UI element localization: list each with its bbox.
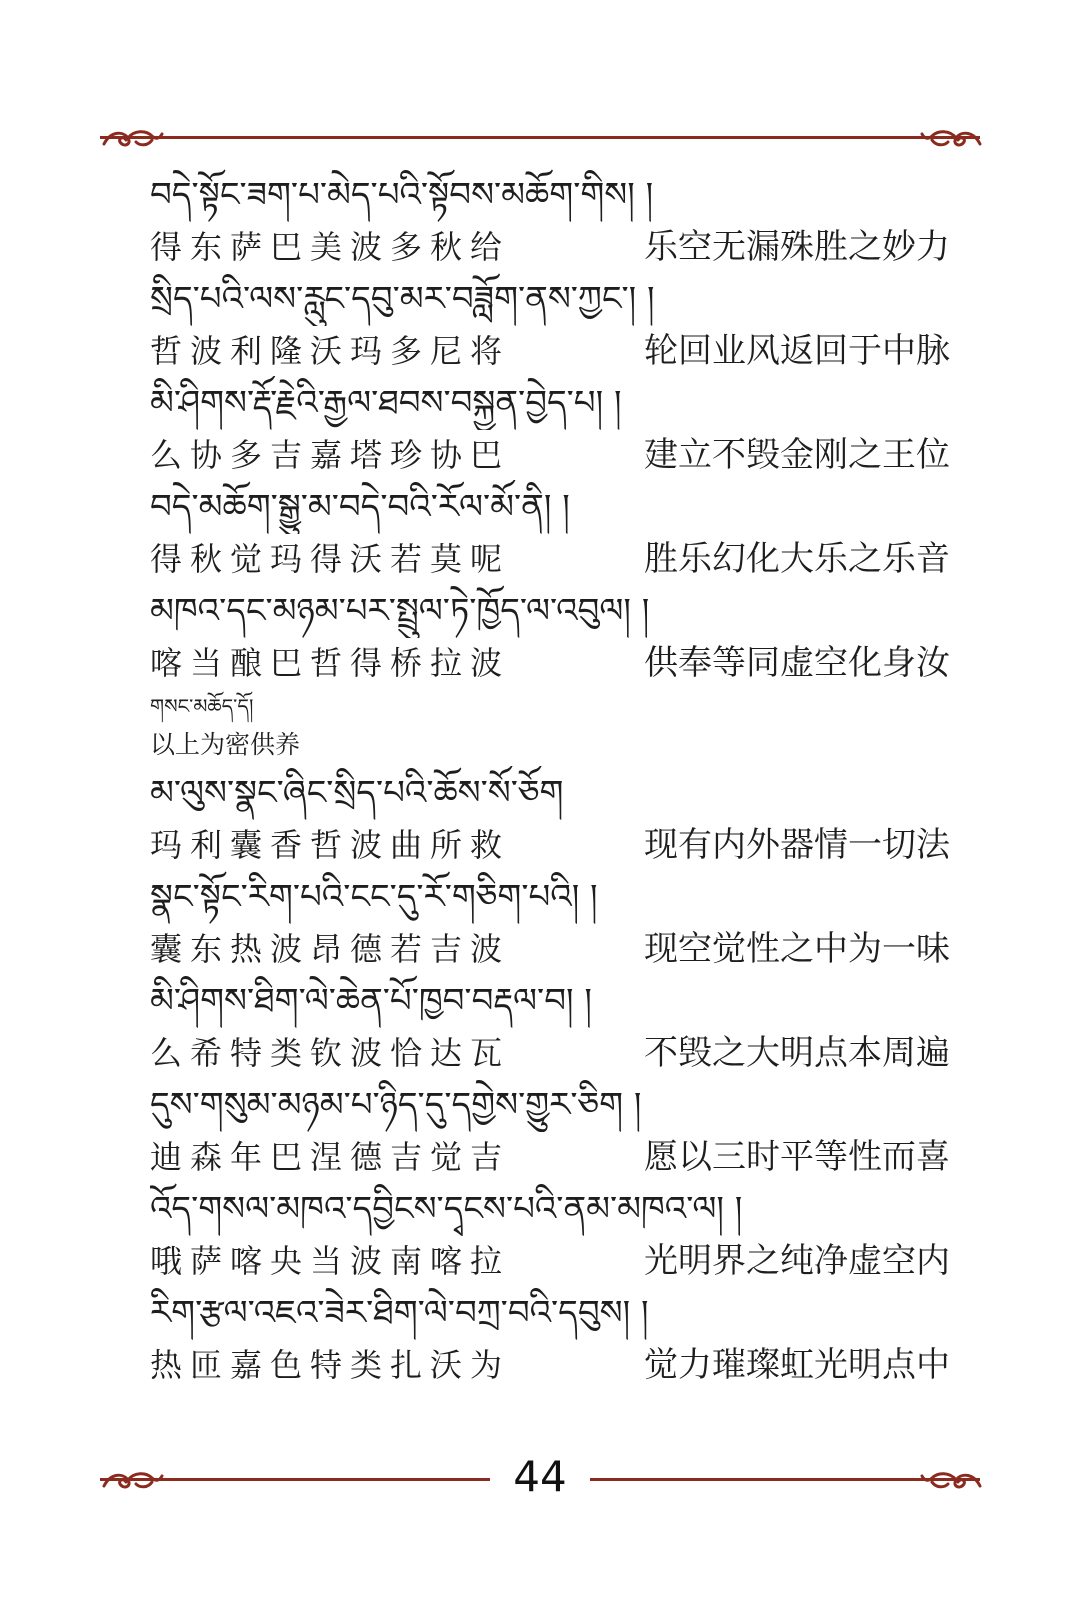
transliteration-text: 喀当酿巴哲得桥拉波 [150, 644, 511, 682]
tibetan-verse-line: མི་ཤིགས་ཐིག་ལེ་ཆེན་པོ་ཁྱབ་བརྡལ་བ། ། [150, 981, 592, 1021]
verse-line-pair [150, 326, 950, 376]
transliteration-text: 迪森年巴涅德吉觉吉 [150, 1138, 511, 1176]
translation-text: 轮回业风返回于中脉 [644, 331, 950, 371]
translation-text: 现有内外器情一切法 [644, 825, 950, 865]
transliteration-text: 得秋觉玛得沃若莫呢 [150, 540, 511, 578]
verse-line-pair [150, 1028, 950, 1078]
translation-text: 现空觉性之中为一味 [644, 929, 950, 969]
translation-text: 觉力璀璨虹光明点中 [644, 1345, 950, 1385]
translation-text: 建立不毁金刚之王位 [644, 435, 950, 475]
scroll-ornament-icon [100, 122, 164, 152]
transliteration-text: 么希特类钦波恰达瓦 [150, 1034, 511, 1072]
verse-line-pair [150, 534, 950, 584]
translation-text: 愿以三时平等性而喜 [644, 1137, 950, 1177]
transliteration-text: 么协多吉嘉塔珍协巴 [150, 436, 511, 474]
verse-line-pair [150, 1340, 950, 1390]
verse-line-pair [150, 638, 950, 688]
verse-line-pair [150, 820, 950, 870]
translation-text: 乐空无漏殊胜之妙力 [644, 227, 950, 267]
text-body [150, 168, 950, 1390]
tibetan-verse-line: མཁའ་དང་མཉམ་པར་སྤྲུལ་ཏེ་ཁྱོད་ལ་འབུལ། ། [150, 591, 650, 631]
tibetan-verse-line: བདེ་སྟོང་ཟག་པ་མེད་པའི་སྟོབས་མཆོག་གིས། ། [150, 175, 654, 215]
translation-text: 光明界之纯净虚空内 [644, 1241, 950, 1281]
scroll-ornament-icon [920, 122, 984, 152]
tibetan-heading: གསང་མཆོད་དོ། [150, 694, 254, 718]
tibetan-verse-line: འོད་གསལ་མཁའ་དབྱིངས་དྭངས་པའི་ནམ་མཁའ་ལ། ། [150, 1189, 743, 1229]
translation-text: 胜乐幻化大乐之乐音 [644, 539, 950, 579]
verse-line-pair [150, 1236, 950, 1286]
tibetan-verse-line: མ་ལུས་སྣང་ཞིང་སྲིད་པའི་ཆོས་སོ་ཅོག [150, 773, 564, 813]
tibetan-verse-line: བདེ་མཆོག་སྒྱུ་མ་བདེ་བའི་རོལ་མོ་ནི། ། [150, 487, 570, 527]
verse-line-pair [150, 1132, 950, 1182]
tibetan-verse-line: མི་ཤིགས་རྡོ་རྗེའི་རྒྱལ་ཐབས་བསྐྱན་བྱེད་པ། ། [150, 383, 622, 423]
transliteration-text: 哲波利隆沃玛多尼将 [150, 332, 511, 370]
verse-line-pair [150, 430, 950, 480]
tibetan-verse-line: རིག་རྩལ་འཇའ་ཟེར་ཐིག་ལེ་བཀྲ་བའི་དབུས། ། [150, 1293, 649, 1333]
translation-text: 供奉等同虚空化身汝 [644, 643, 950, 683]
transliteration-text: 热匝嘉色特类扎沃为 [150, 1346, 511, 1384]
verse-line-pair [150, 924, 950, 974]
top-border-rule [100, 136, 980, 139]
tibetan-verse-line: སྲིད་པའི་ལས་རླུང་དབུ་མར་བཟློག་ནས་ཀྱང་། ། [150, 279, 655, 319]
scroll-ornament-icon [920, 1464, 984, 1494]
transliteration-text: 玛利囊香哲波曲所救 [150, 826, 511, 864]
transliteration-text: 哦萨喀央当波南喀拉 [150, 1242, 511, 1280]
transliteration-text: 得东萨巴美波多秋给 [150, 228, 511, 266]
scroll-ornament-icon [100, 1464, 164, 1494]
page-number: 44 [513, 1452, 567, 1501]
tibetan-verse-line: དུས་གསུམ་མཉམ་པ་ཉིད་དུ་དགྱེས་གྱུར་ཅིག ། [150, 1085, 642, 1125]
transliteration-text: 囊东热波昂德若吉波 [150, 930, 511, 968]
translation-text: 不毁之大明点本周遍 [644, 1033, 950, 1073]
section-note: 以上为密供养 [150, 730, 301, 759]
verse-line-pair [150, 222, 950, 272]
tibetan-verse-line: སྣང་སྟོང་རིག་པའི་ངང་དུ་རོ་གཅིག་པའི། ། [150, 877, 598, 917]
